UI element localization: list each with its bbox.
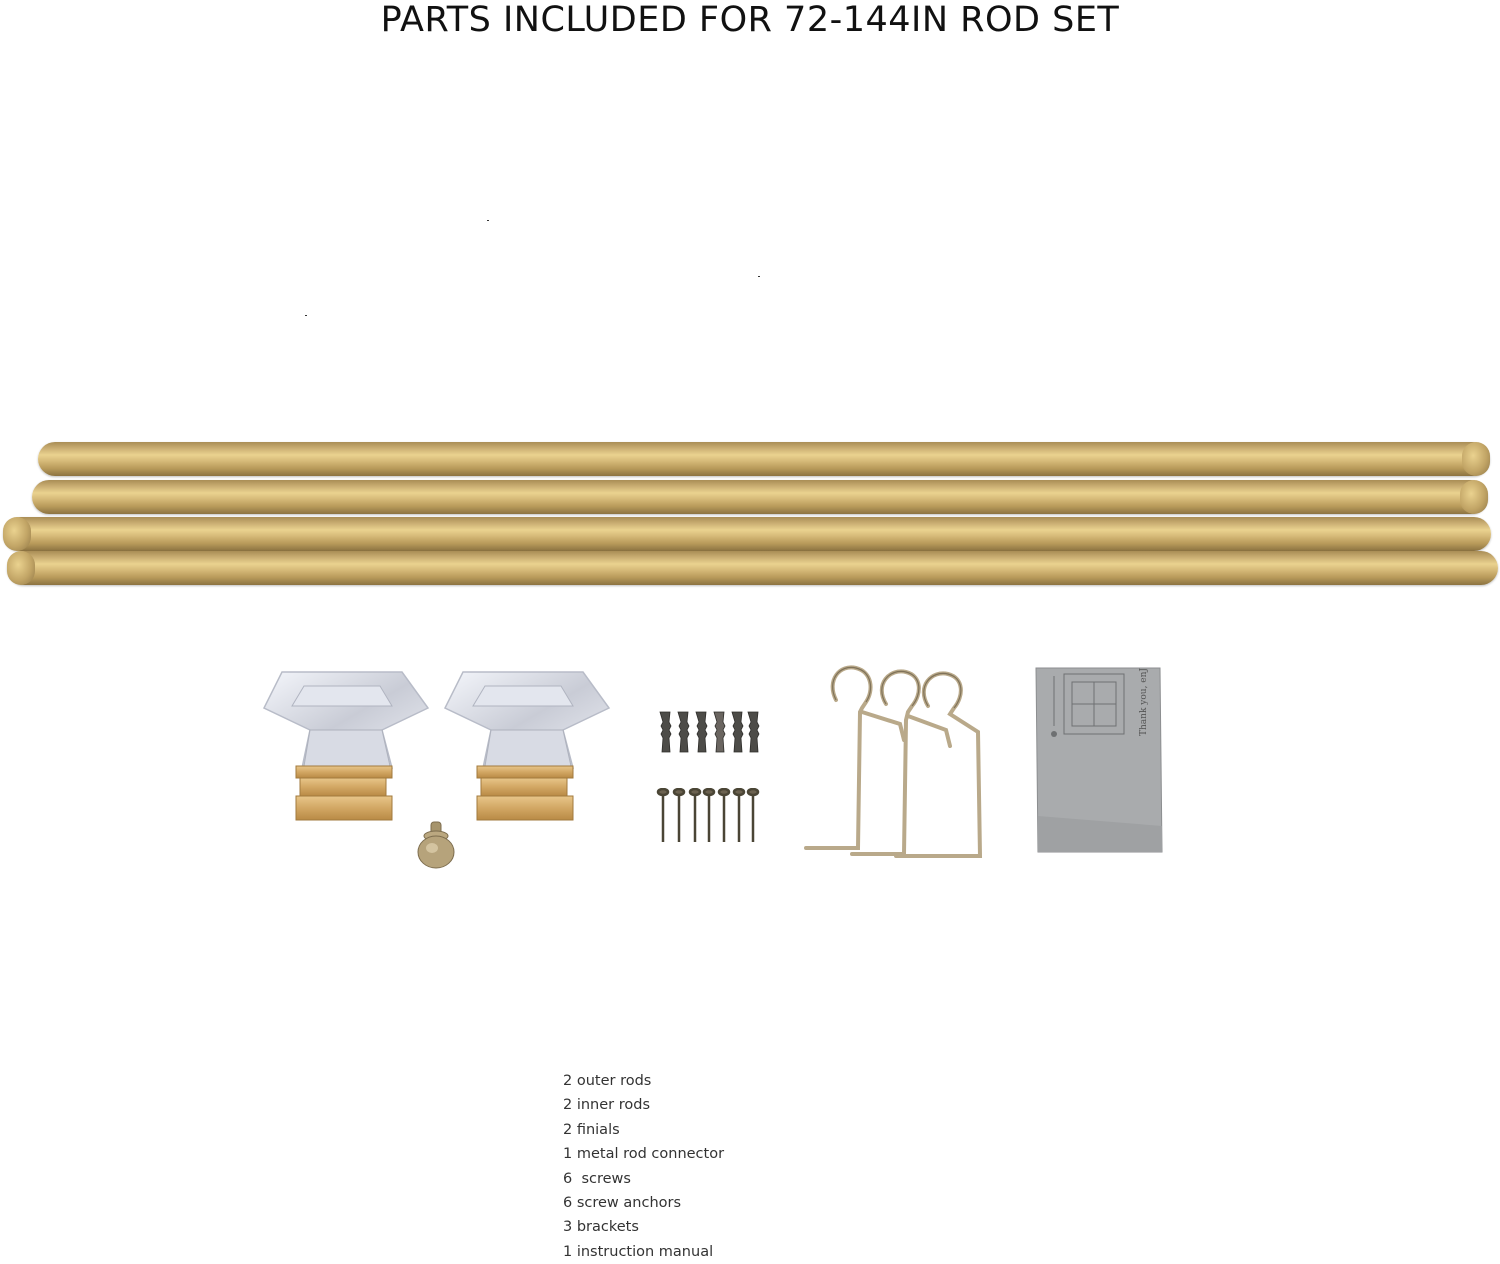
rod-end-cap	[7, 551, 35, 585]
list-item: 6 screws	[563, 1170, 631, 1187]
crystal-square-finial-icon	[443, 668, 615, 826]
outer-rod	[38, 442, 1490, 476]
screw-icon	[656, 788, 760, 846]
wall-anchor-icon	[656, 710, 762, 758]
list-item: 1 metal rod connector	[563, 1146, 725, 1163]
rod-end-cap	[1462, 442, 1490, 476]
rod-end-cap	[3, 517, 31, 551]
list-item: 6 screw anchors	[563, 1194, 682, 1211]
manual-card-text: Thank you, enJ	[1139, 667, 1149, 736]
parts-list	[563, 1069, 724, 1264]
inner-rod	[7, 551, 1498, 585]
speck	[487, 220, 489, 221]
inner-rod	[3, 517, 1491, 551]
list-item: 2 inner rods	[563, 1097, 651, 1114]
rod-connector-icon	[414, 820, 458, 870]
speck	[758, 276, 760, 277]
instruction-manual-icon	[1034, 666, 1164, 856]
outer-rod	[32, 480, 1488, 514]
list-item: 1 instruction manual	[563, 1243, 714, 1260]
list-item: 3 brackets	[563, 1219, 639, 1236]
crystal-square-finial-icon	[262, 668, 434, 826]
speck	[305, 315, 307, 316]
page-title: PARTS INCLUDED FOR 72-144IN ROD SET	[380, 0, 1120, 40]
list-item: 2 finials	[563, 1121, 620, 1138]
hook-bracket-icon	[800, 660, 990, 860]
rod-end-cap	[1460, 480, 1488, 514]
list-item: 2 outer rods	[563, 1073, 652, 1089]
